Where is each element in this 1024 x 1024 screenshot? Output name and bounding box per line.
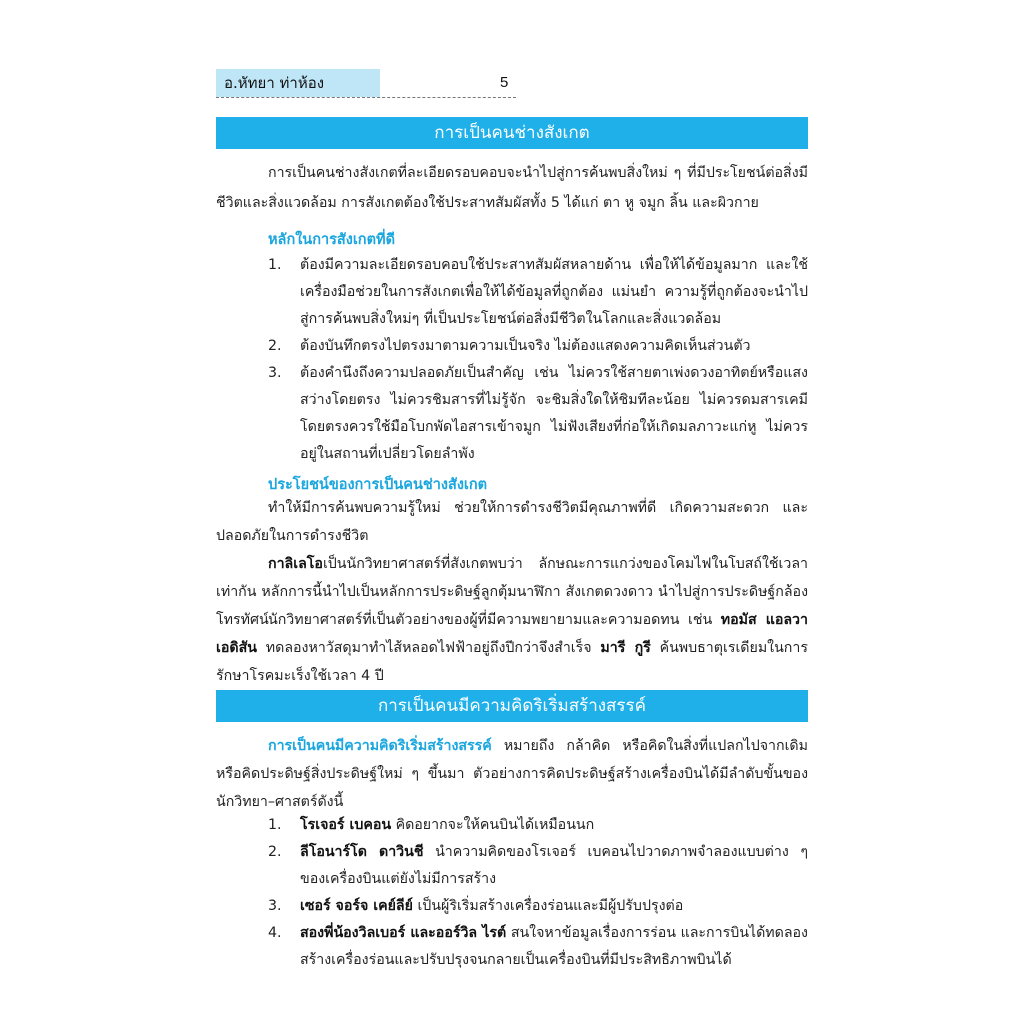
principles-list — [216, 252, 808, 468]
list-item: 1. โรเจอร์ เบคอน คิดอยากจะให้คนบินได้เหมือนนก — [268, 817, 595, 833]
curie-name: มารี กูรี — [600, 640, 651, 656]
list-item: 1. ต้องมีความละเอียดรอบคอบใช้ประสาทสัมผัสหลายด้าน เพื่อให้ได้ข้อมูลมาก และใช้เครื่องมือช่วยในการสังเกตเพื่อให้ได้ข้อมูลที่ถูกต้อง แม่นยำ ความรู้ที่ถูกต้องจะนำไปสู่การค้นพบสิ่งใหม่ๆ ที่เป็นประโยชน์ต่อสิ่งมีชีวิตในโลกและสิ่งแวดล้อม — [268, 257, 808, 327]
observation-intro: การเป็นคนช่างสังเกตที่ละเอียดรอบคอบจะนำไปสู่การค้นพบสิ่งใหม่ ๆ ที่มีประโยชน์ต่อสิ่งมีชีวิตและสิ่งแวดล้อม การสังเกตต้องใช้ประสาทสัมผัสทั้ง 5 ได้แก่ ตา หู จมูก ลิ้น และผิวกาย — [216, 165, 808, 211]
list-item: 2. ลีโอนาร์โด ดาวินชี นำความคิดของโรเจอร์ เบคอนไปวาดภาพจำลองแบบต่าง ๆ ของเครื่องบินแต่ยังไม่มีการสร้าง — [268, 844, 809, 887]
page-number: 5 — [500, 74, 509, 91]
examples-paragraph: นักวิทยาศาสตร์ที่เป็นตัวอย่างของผู้ที่มีความพยายามและความอดทน เช่น ทอมัส แอลวา เอดิสัน ทดลองหาวัสดุมาทำไส้หลอดไฟฟ้าอยู่ถึงปีกว่าจึงสำเร็จ มารี กูรี ค้นพบธาตุเรเดียมในการรักษาโรคมะเร็งใช้เวลา 4 ปี — [216, 612, 808, 684]
author-tag: อ.หัทยา ท่าห้อง — [216, 69, 380, 97]
galileo-name: กาลิเลโอ — [268, 556, 323, 572]
section-title-creativity: การเป็นคนมีความคิดริเริ่มสร้างสรรค์ — [216, 690, 808, 722]
principles-heading: หลักในการสังเกตที่ดี — [268, 232, 395, 248]
list-item: 3. ต้องคำนึงถึงความปลอดภัยเป็นสำคัญ เช่น ไม่ควรใช้สายตาเพ่งดวงอาทิตย์หรือแสงสว่างโดยตรง ไม่ควรชิมสารที่ไม่รู้จัก จะชิมสิ่งใดให้ชิมทีละน้อย ไม่ควรดมสารเคมีโดยตรงควรใช้มือโบกพัดไอสารเข้าจมูก ไม่ฟังเสียงที่ก่อให้เกิดมลภาวะแก่หู ไม่ควรอยู่ในสถานที่เปลี่ยวโดยลำพัง — [268, 365, 808, 462]
list-item: 2. ต้องบันทึกตรงไปตรงมาตามความเป็นจริง ไม่ต้องแสดงความคิดเห็นส่วนตัว — [268, 338, 751, 354]
benefit-text: ทำให้มีการค้นพบความรู้ใหม่ ช่วยให้การดำรงชีวิตมีคุณภาพที่ดี เกิดความสะดวก และปลอดภัยในการดำรงชีวิต — [216, 500, 808, 544]
creativity-term: การเป็นคนมีความคิดริเริ่มสร้างสรรค์ — [268, 738, 492, 754]
section-title-observation: การเป็นคนช่างสังเกต — [216, 117, 808, 149]
header-divider — [216, 97, 516, 98]
creativity-definition: การเป็นคนมีความคิดริเริ่มสร้างสรรค์ หมายถึง กล้าคิด หรือคิดในสิ่งที่แปลกไปจากเดิม หรือคิดประดิษฐ์สิ่งประดิษฐ์ใหม่ ๆ ขึ้นมา ตัวอย่างการคิดประดิษฐ์สร้างเครื่องบินได้มีลำดับขั้นของนักวิทยา–ศาสตร์ดังนี้ — [216, 738, 808, 810]
benefit-heading: ประโยชน์ของการเป็นคนช่างสังเกต — [268, 477, 488, 493]
list-item: 4. สองพี่น้องวิลเบอร์ และออร์วิล ไรต์ สนใจหาข้อมูลเรื่องการร่อน และการบินได้ทดลองสร้างเครื่องร่อนและปรับปรุงจนกลายเป็นเครื่องบินที่มีประสิทธิภาพบินได้ — [268, 925, 808, 968]
list-item: 3. เซอร์ จอร์จ เคย์ลีย์ เป็นผู้ริเริ่มสร้างเครื่องร่อนและมีผู้ปรับปรุงต่อ — [268, 898, 684, 914]
galileo-paragraph: กาลิเลโอเป็นนักวิทยาศาสตร์ที่สังเกตพบว่า ลักษณะการแกว่งของโคมไฟในโบสถ์ใช้เวลาเท่ากัน หลักการนี้นำไปเป็นหลักการประดิษฐ์ลูกตุ้มนาฬิกา สังเกตดวงดาว นำไปสู่การประดิษฐ์กล้องโทรทัศน์ — [216, 556, 808, 628]
airplane-steps-list — [216, 812, 808, 974]
edison-name: ทอมัส แอลวา เอดิสัน — [216, 612, 808, 656]
